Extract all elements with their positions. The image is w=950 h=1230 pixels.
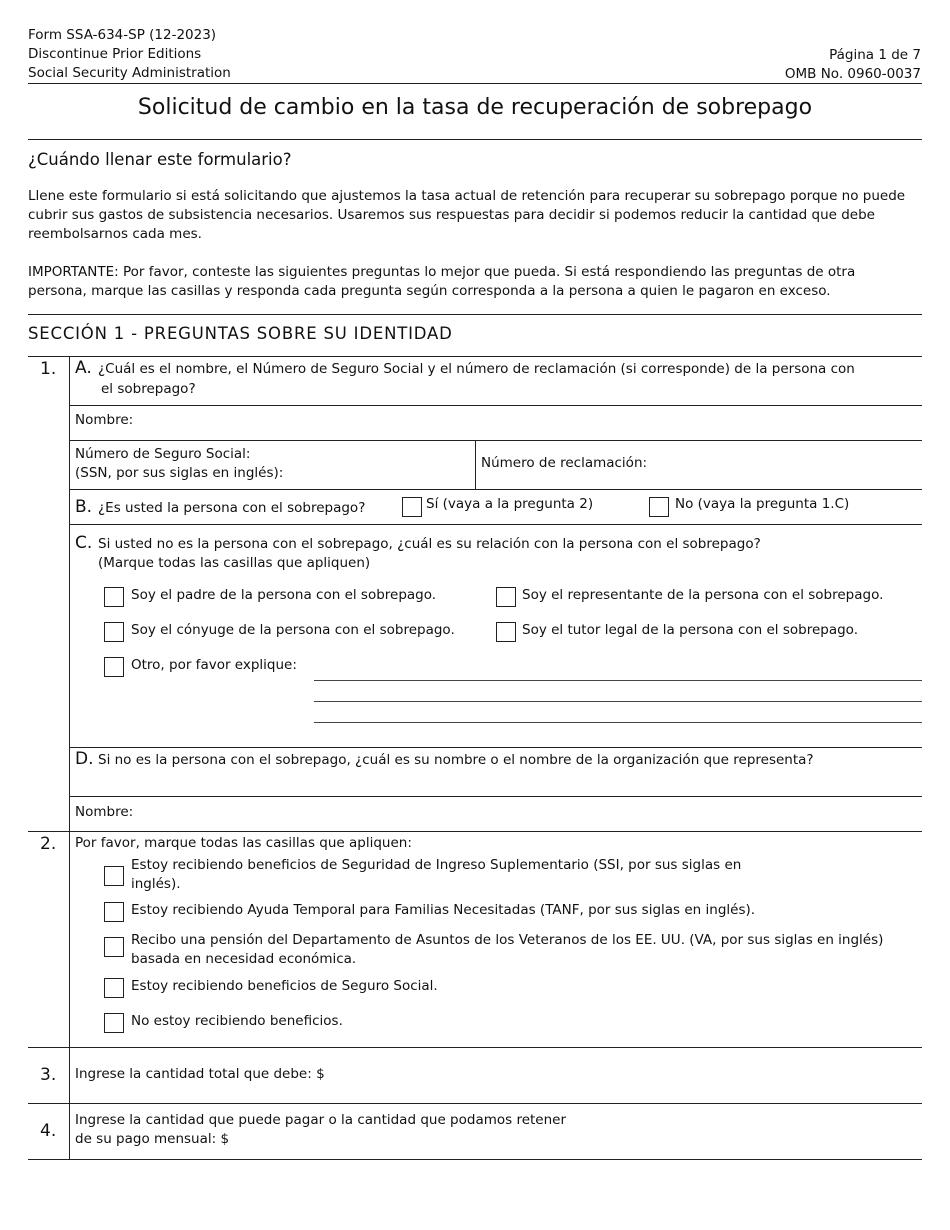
q1a-letter: A. [75,358,92,378]
representative-name-label: Nombre: [75,804,134,820]
claim-number-label: Número de reclamación: [481,455,648,471]
divider [28,83,922,84]
claim-number-input[interactable] [655,452,919,476]
name-label: Nombre: [75,412,134,428]
q4-text-cont: de su pago mensual: $ [75,1131,230,1147]
intro-heading: ¿Cuándo llenar este formulario? [28,150,292,169]
q1a-text-cont: el sobrepago? [101,381,196,397]
divider [28,139,922,140]
divider [28,1159,922,1160]
divider [69,747,922,748]
q1c-note: (Marque todas las casillas que apliquen) [98,555,371,571]
relationship-representative-checkbox[interactable] [496,587,516,607]
q3-text: Ingrese la cantidad total que debe: $ [75,1066,325,1082]
benefit-none-checkbox[interactable] [104,1013,124,1033]
divider [28,1047,922,1048]
q1c-text: Si usted no es la persona con el sobrepago, ¿cuál es su relación con la persona con el sobrepago? [98,536,761,552]
q1b-yes-checkbox[interactable] [402,497,422,517]
divider [69,524,922,525]
relationship-representative-label: Soy el representante de la persona con el sobrepago. [522,587,884,603]
write-in-line [314,722,922,723]
q4-text: Ingrese la cantidad que puede pagar o la cantidad que podamos retener [75,1112,567,1128]
question-4-number: 4. [40,1121,57,1141]
relationship-other-checkbox[interactable] [104,657,124,677]
benefit-va-label: Recibo una pensión del Departamento de Asuntos de los Veteranos de los EE. UU. (VA, por sus siglas en inglés) basada en necesidad económica. [131,932,884,967]
relationship-spouse-label: Soy el cónyuge de la persona con el sobrepago. [131,622,455,638]
benefit-social-security-checkbox[interactable] [104,978,124,998]
q1c-letter: C. [75,533,93,553]
representative-name-input[interactable] [140,801,919,825]
relationship-spouse-checkbox[interactable] [104,622,124,642]
benefit-va-checkbox[interactable] [104,937,124,957]
q1b-text: ¿Es usted la persona con el sobrepago? [98,500,366,516]
other-explain-line-3[interactable] [318,700,922,724]
relationship-guardian-checkbox[interactable] [496,622,516,642]
ssn-input[interactable] [300,461,474,485]
q1d-letter: D. [75,749,94,769]
divider [69,489,922,490]
relationship-guardian-label: Soy el tutor legal de la persona con el sobrepago. [522,622,858,638]
section-1-heading: SECCIÓN 1 - PREGUNTAS SOBRE SU IDENTIDAD [28,324,453,343]
form-id: Form SSA-634-SP (12-2023) [28,27,217,43]
ssn-label: Número de Seguro Social: [75,446,251,462]
relationship-parent-checkbox[interactable] [104,587,124,607]
q1a-text: ¿Cuál es el nombre, el Número de Seguro Social y el número de reclamación (si corresponde) de la persona con [98,361,855,377]
important-note: IMPORTANTE: Por favor, conteste las siguientes preguntas lo mejor que pueda. Si está respondiendo las preguntas de otra persona, marque las casillas y responda cada pregunta según corresponda a la persona a quien le pagaron en exceso. [28,264,856,299]
question-2-number: 2. [40,834,57,854]
divider [28,356,922,357]
relationship-parent-label: Soy el padre de la persona con el sobrepago. [131,587,437,603]
benefit-ssi-checkbox[interactable] [104,866,124,886]
page-title: Solicitud de cambio en la tasa de recuperación de sobrepago [137,95,813,120]
question-1-number: 1. [40,359,57,379]
benefit-ssi-label: Estoy recibiendo beneficios de Seguridad de Ingreso Suplementario (SSI, por sus siglas en inglés). [131,857,742,892]
discontinue-note: Discontinue Prior Editions [28,46,202,62]
divider [28,314,922,315]
q2-prompt: Por favor, marque todas las casillas que apliquen: [75,835,412,851]
page-number: Página 1 de 7 [829,47,921,63]
table-column-divider [69,356,70,1159]
monthly-payment-input[interactable] [240,1128,444,1152]
divider [475,440,476,489]
q1b-no-label: No (vaya la pregunta 1.C) [675,496,850,512]
omb-number: OMB No. 0960-0037 [784,66,921,82]
question-3-number: 3. [40,1065,57,1085]
benefit-tanf-label: Estoy recibiendo Ayuda Temporal para Familias Necesitadas (TANF, por sus siglas en inglés). [131,902,756,918]
name-input[interactable] [140,409,919,433]
q1d-text: Si no es la persona con el sobrepago, ¿cuál es su nombre o el nombre de la organización que representa? [98,752,814,768]
relationship-other-label: Otro, por favor explique: [131,657,297,673]
agency-name: Social Security Administration [28,65,231,81]
benefit-social-security-label: Estoy recibiendo beneficios de Seguro Social. [131,978,438,994]
divider [69,405,922,406]
total-owed-input[interactable] [330,1063,534,1087]
other-explain-line-1[interactable] [318,657,922,681]
divider [28,1103,922,1104]
q1b-yes-label: Sí (vaya a la pregunta 2) [426,496,594,512]
q1b-letter: B. [75,497,93,517]
ssn-label-cont: (SSN, por sus siglas en inglés): [75,465,284,481]
q1b-no-checkbox[interactable] [649,497,669,517]
divider [69,440,922,441]
divider [69,796,922,797]
benefit-tanf-checkbox[interactable] [104,902,124,922]
intro-paragraph: Llene este formulario si está solicitando que ajustemos la tasa actual de retención para recuperar su sobrepago porque no puede cubrir sus gastos de subsistencia necesarios. Usaremos sus respuestas para decidir si podemos reducir la cantidad que debe reembolsarnos cada mes. [28,188,906,242]
benefit-none-label: No estoy recibiendo beneficios. [131,1013,343,1029]
divider [28,831,922,832]
